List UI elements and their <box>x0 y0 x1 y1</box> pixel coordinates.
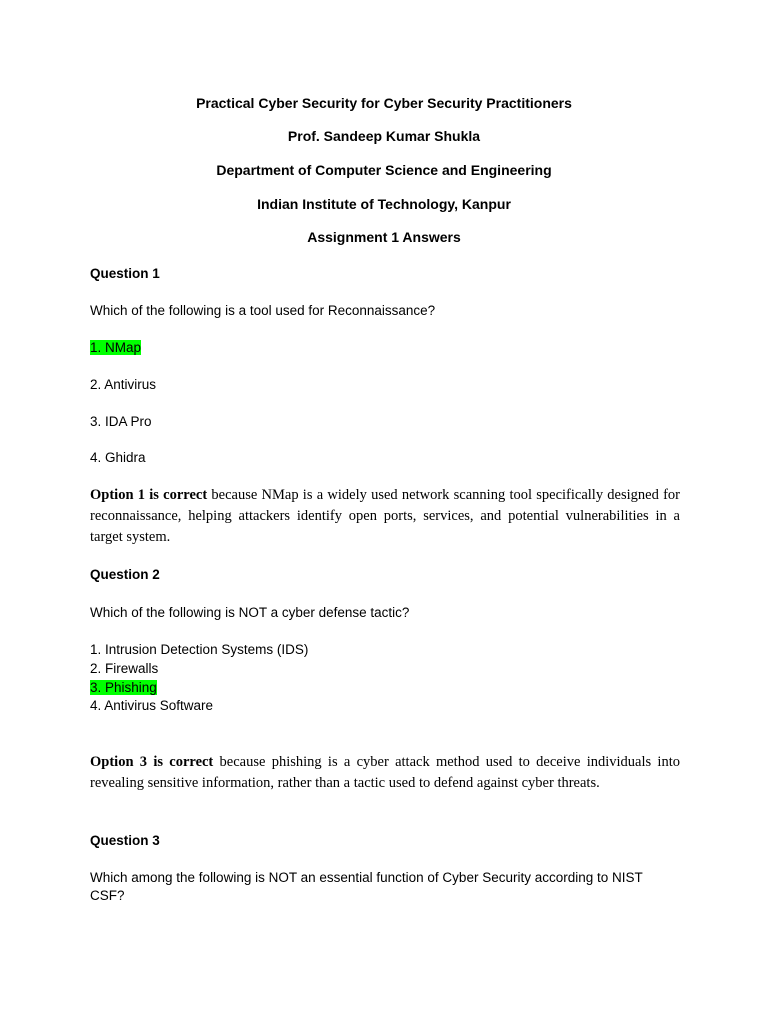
question-2-explanation <box>90 752 680 794</box>
question-2-option-3 <box>90 679 157 697</box>
question-2-option-4: 4. Antivirus Software <box>90 698 214 713</box>
question-2-option-2: 2. Firewalls <box>90 661 159 676</box>
document-title: Assignment 1 Answers <box>307 229 461 245</box>
question-1-text: Which of the following is a tool used for Reconnaissance? <box>90 303 436 318</box>
question-2-option-1: 1. Intrusion Detection Systems (IDS) <box>90 642 309 657</box>
question-3-text: Which among the following is NOT an essential function of Cyber Security according to NIST CSF? <box>90 870 643 903</box>
question-2-text: Which of the following is NOT a cyber defense tactic? <box>90 605 410 620</box>
question-2-heading: Question 2 <box>90 567 160 582</box>
explanation-body: because phishing is a cyber attack method used to deceive individuals into revealing sensitive information, rather than a tactic used to defend against cyber threats. <box>90 754 680 791</box>
explanation-lead: Option 3 is correct <box>90 754 214 770</box>
instructor-name: Prof. Sandeep Kumar Shukla <box>287 128 481 144</box>
question-1-option-4: 4. Ghidra <box>90 450 146 465</box>
correct-answer-highlight: 1. NMap <box>90 340 142 355</box>
question-1-option-1 <box>90 339 141 357</box>
question-1-heading: Question 1 <box>90 266 160 281</box>
question-1-option-3: 3. IDA Pro <box>90 414 152 429</box>
question-1-option-2: 2. Antivirus <box>90 377 157 392</box>
correct-answer-highlight: 3. Phishing <box>90 680 157 695</box>
explanation-lead: Option 1 is correct <box>90 487 208 503</box>
course-title: Practical Cyber Security for Cyber Security Practitioners <box>196 95 572 111</box>
institute-name: Indian Institute of Technology, Kanpur <box>257 196 511 212</box>
explanation-body: because NMap is a widely used network scanning tool specifically designed for reconnaissance, helping attackers identify open ports, services, and potential vulnerabilities in a target system. <box>90 487 680 545</box>
question-3-heading: Question 3 <box>90 833 160 848</box>
question-1-explanation <box>90 485 680 548</box>
department-name: Department of Computer Science and Engineering <box>216 162 552 178</box>
